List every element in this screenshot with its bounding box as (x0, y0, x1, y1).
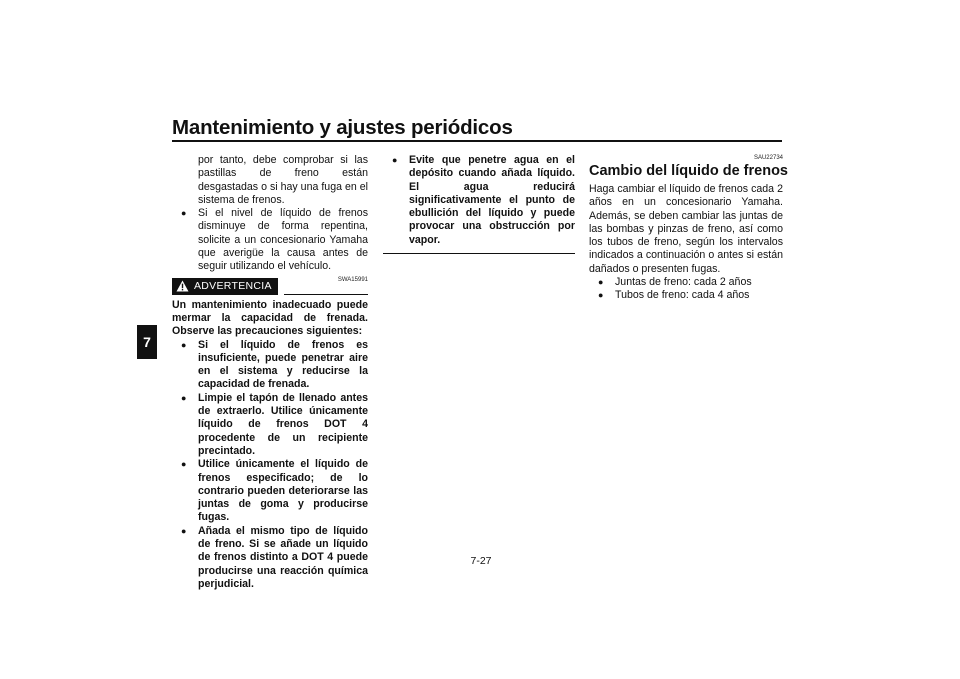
list-item: ● Tubos de freno: cada 4 años (589, 289, 783, 302)
section-title: Cambio del líquido de frenos (589, 163, 788, 179)
middle-column (383, 154, 575, 254)
page-title: Mantenimiento y ajustes periódicos (172, 116, 513, 139)
warning-item: ● Si el líquido de frenos es insuficiente, puede penetrar aire en el sistema y reducirse la capacidad de frenada. (172, 339, 368, 392)
chapter-tab: 7 (137, 325, 157, 359)
warning-item: ● Añada el mismo tipo de líquido de freno. Si se añade un líquido de frenos distinto a DOT 4 puede producirse una reacción química perjudicial. (172, 525, 368, 591)
warning-item: ● Utilice únicamente el líquido de frenos especificado; de lo contrario pueden deteriorarse las juntas de goma y producirse fugas. (172, 458, 368, 524)
bullet-item: ● Si el nivel de líquido de frenos disminuye de forma repentina, solicite a un concesionario Yamaha que averigüe la causa antes de seguir utilizando el vehículo. (172, 207, 368, 273)
warning-header-rule (284, 294, 368, 295)
left-column (172, 154, 368, 591)
warning-badge (172, 278, 278, 295)
warning-intro: Un mantenimiento inadecuado puede mermar la capacidad de frenada. Observe las precauciones siguientes: (172, 298, 368, 338)
right-column (589, 154, 788, 303)
list-item: ● Juntas de freno: cada 2 años (589, 276, 783, 289)
warning-item: ● Evite que penetre agua en el depósito cuando añada líquido. El agua reducirá significativamente el punto de ebullición del líquido y puede provocar una obstrucción por vapor. (383, 154, 575, 247)
page-number: 7-27 (470, 555, 492, 567)
warning-code: SWA15991 (337, 276, 368, 283)
section-code: SAU22734 (753, 155, 783, 161)
section-body: Haga cambiar el líquido de frenos cada 2 años en un concesionario Yamaha. Además, se deben cambiar las juntas de las bombas y pinzas de freno, así como los tubos de freno, según los intervalos indicados a continuación o antes si están dañados o presenten fugas. (589, 183, 783, 275)
warning-end-rule (383, 253, 575, 254)
warning-item: ● Limpie el tapón de llenado antes de extraerlo. Utilice únicamente líquido de frenos DOT 4 procedente de un recipiente precintado. (172, 392, 368, 458)
continued-paragraph: por tanto, debe comprobar si las pastillas de freno están desgastadas o si hay una fuga en el sistema de frenos. (198, 154, 368, 206)
warning-label: ADVERTENCIA (194, 279, 272, 292)
title-rule (172, 140, 782, 142)
warning-triangle-icon (176, 280, 189, 292)
